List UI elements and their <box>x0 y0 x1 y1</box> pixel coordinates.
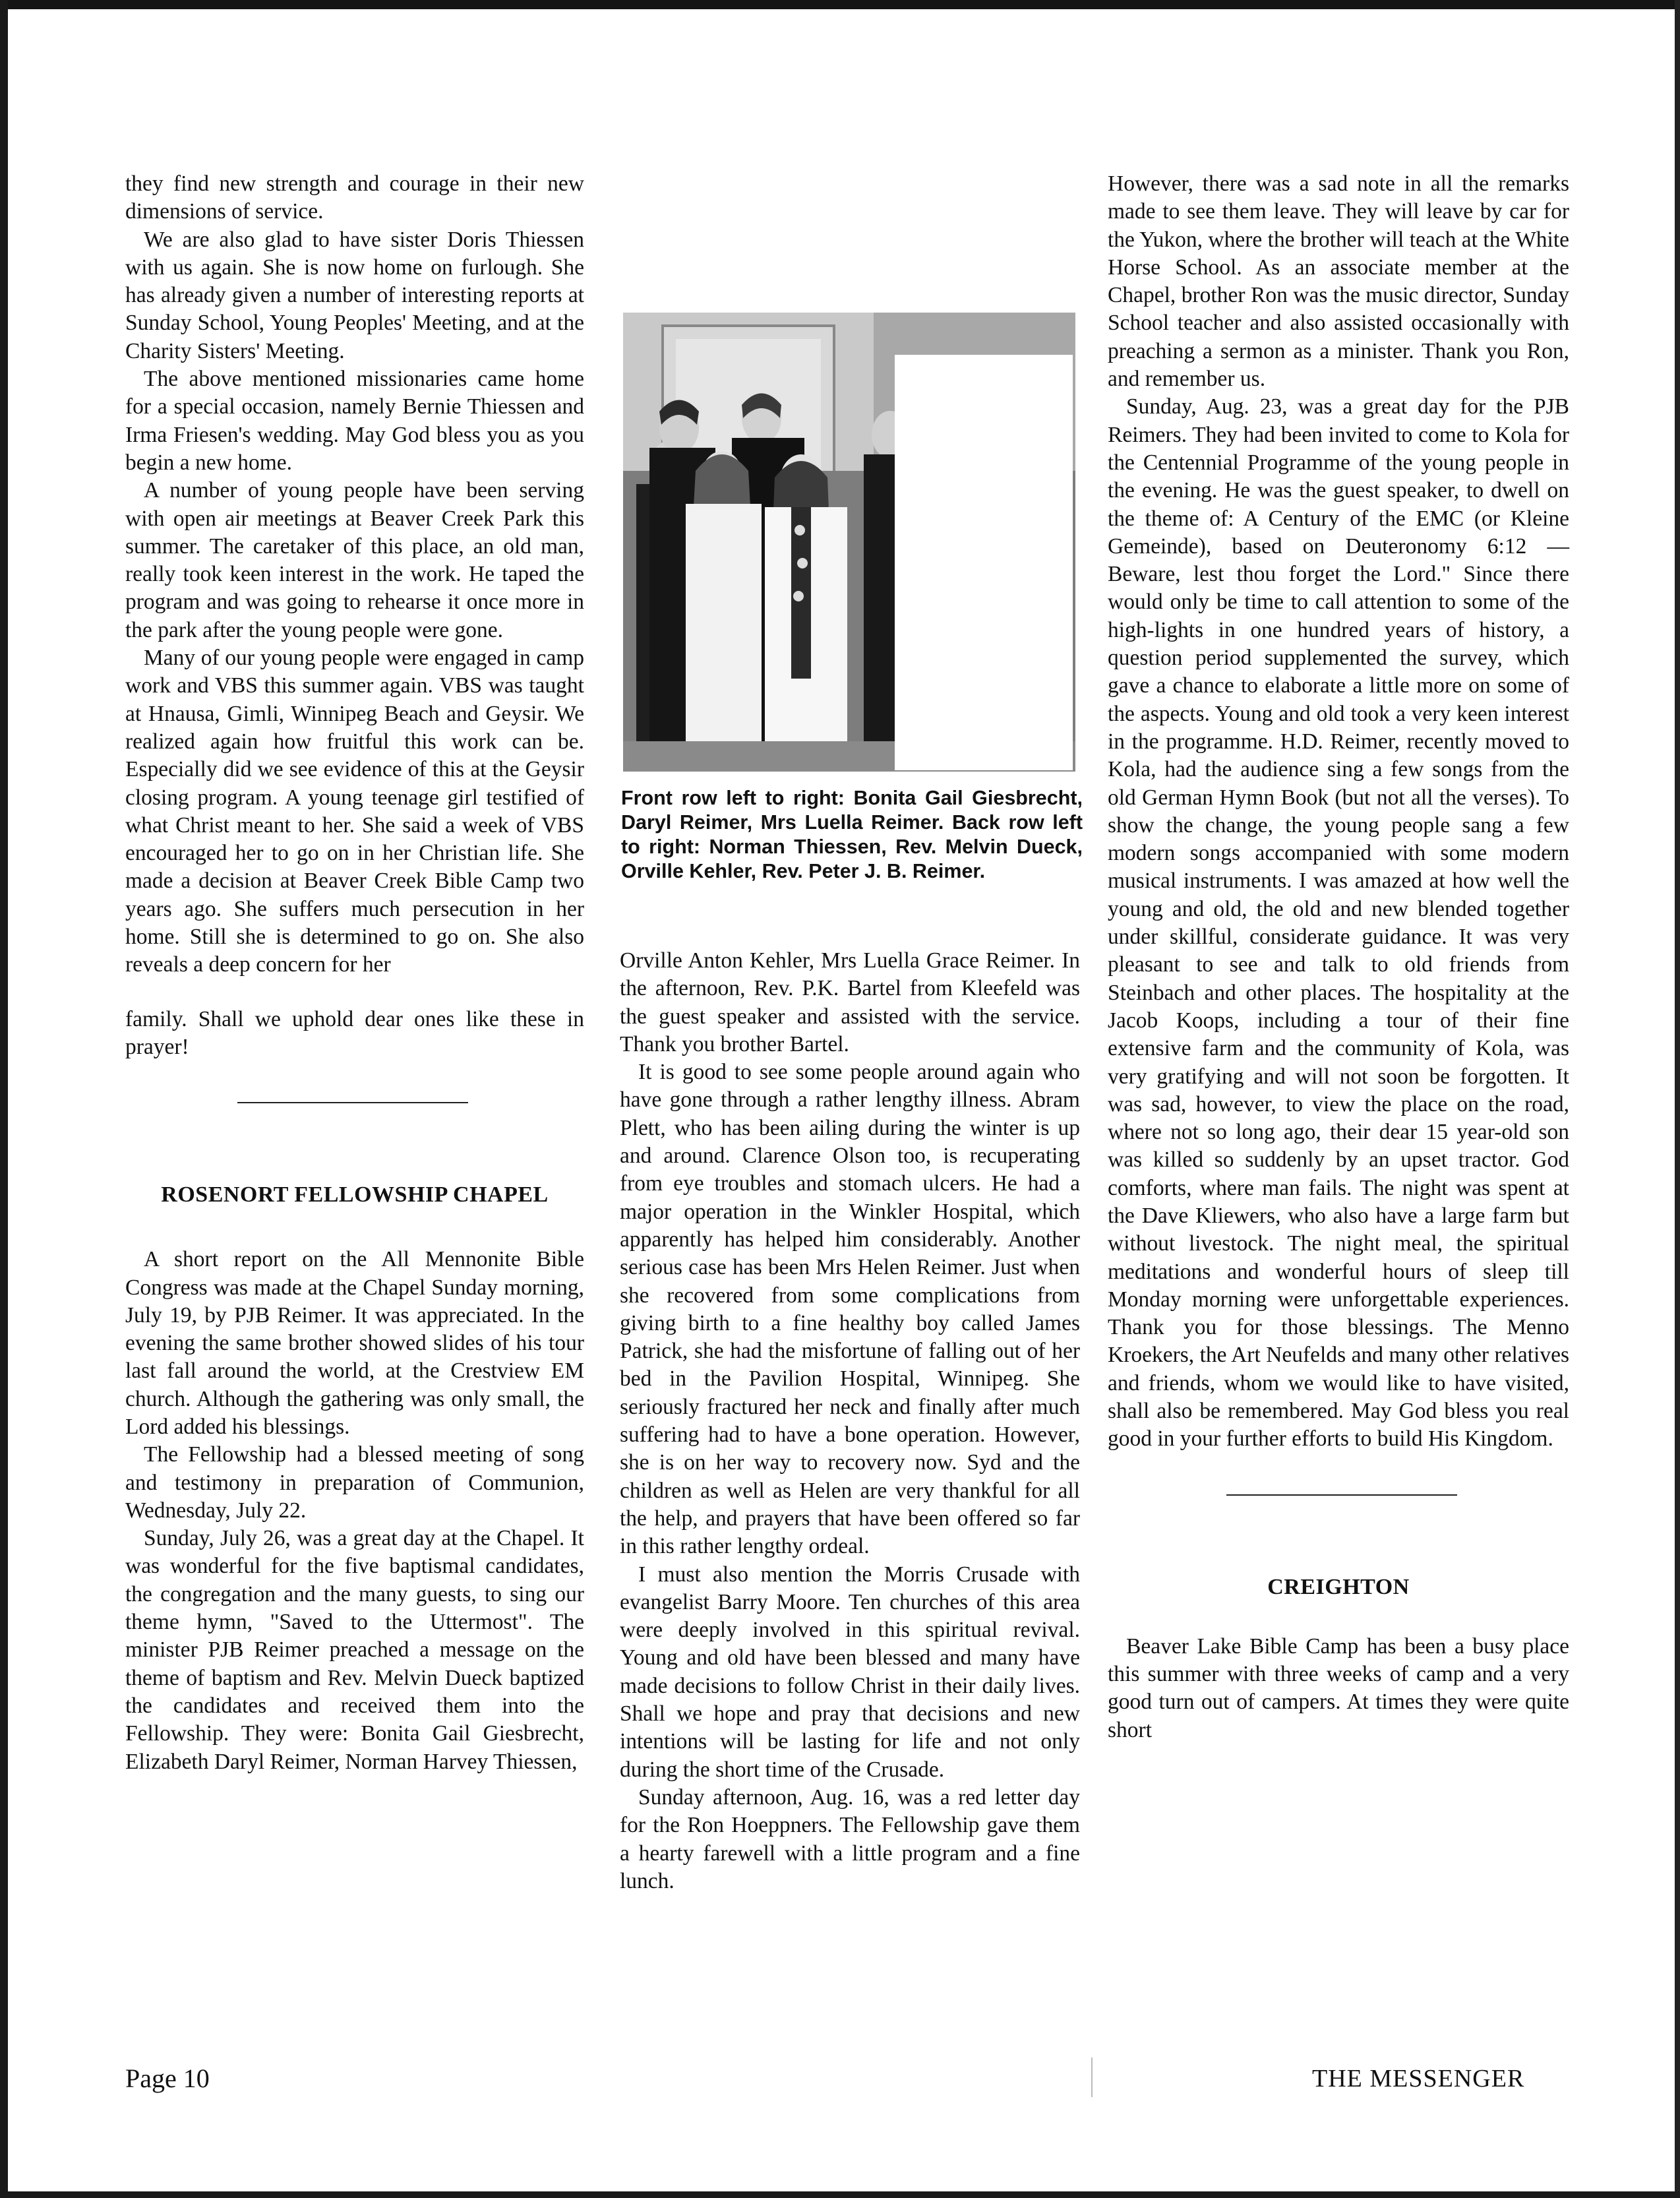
scan-mark <box>1091 2058 1093 2097</box>
paragraph: We are also glad to have sister Doris Thiessen with us again. She is now home on furlough. She has already given a number of interesting reports at Sunday School, Young Peoples' Meeting, and at the Charity Sisters' Meeting. <box>125 227 584 363</box>
scan-border-left <box>0 0 8 2198</box>
scan-border-top <box>0 0 1680 9</box>
column-right <box>1108 170 1569 1744</box>
paragraph: A number of young people have been serving with open air meetings at Beaver Creek Park this summer. The caretaker of this place, an old man, really took keen interest in the work. He taped the program and was going to rehearse it once more in the park after the young people were gone. <box>125 478 584 642</box>
publication-name: THE MESSENGER <box>1312 2065 1525 2092</box>
section-heading-rosenort: ROSENORT FELLOWSHIP CHAPEL <box>161 1182 549 1207</box>
paragraph: they find new strength and courage in their new dimensions of service. <box>125 171 584 224</box>
photo-caption: Front row left to right: Bonita Gail Giesbrecht, Daryl Reimer, Mrs Luella Reimer. Back row left to right: Norman Thiessen, Rev. Melvin Dueck, Orville Kehler, Rev. Peter J. B. Reimer. <box>621 787 1083 882</box>
paragraph: However, there was a sad note in all the remarks made to see them leave. They will leave by car for the Yukon, where the brother will teach at the White Horse School. As an associate member at the Chapel, brother Ron was the music director, Sunday School teacher and also assisted occasionally with preaching a sermon as a minister. Thank you Ron, and remember us. <box>1108 171 1569 392</box>
redacted-region <box>895 355 1073 770</box>
page-number: Page 10 <box>125 2063 210 2093</box>
paragraph: Sunday, Aug. 23, was a great day for the PJB Reimers. They had been invited to come to Kola for the Centennial Programme of the young people in the evening. He was the guest speaker, to dwell on the theme of: A Century of the EMC (or Kleine Gemeinde), based on Deuteronomy 6:12 — Beware, lest thou forget the Lord." Since there would only be time to call attention to some of the high-lights in one hundred years of history, a question period supplemented the survey, which gave a chance to elaborate a little more on some of the aspects. Young and old took a very keen interest in the programme. H.D. Reimer, recently moved to Kola, had the audience sing a few songs from the old German Hymn Book (but not all the verses). To show the change, the young people sang a few modern songs accompanied with some modern musical instruments. I was amazed at how well the young and old, the old and new blended together under skillful, considerate guidance. It was very pleasant to see and talk to old friends from Steinbach and other places. The hospitality at the Jacob Koops, including a tour of their fine extensive farm and the community of Kola, was very gratifying and will not soon be forgotten. It was sad, however, to view the place on the road, where not so long ago, their dear 15 year-old son was killed so suddenly by an upset tractor. God comforts, where man fails. The night was spent at the Dave Kliewers, who also have a large farm but without livestock. The night meal, the spiritual meditations and wonderful hours of sleep till Monday morning were unforgettable experiences. Thank you for those blessings. The Menno Kroekers, the Art Neufelds and many other relatives and friends, whom we would like to have visited, shall also be remembered. May God bless you real good in your further efforts to build His Kingdom. <box>1108 394 1569 1451</box>
paragraph: Beaver Lake Bible Camp has been a busy place this summer with three weeks of camp and a very good turn out of campers. At times they were quite short <box>1108 1633 1569 1742</box>
paragraph: I must also mention the Morris Crusade with evangelist Barry Moore. Ten churches of this area were deeply involved in this spiritual revival. Young and old have been blessed and many have made decisions to follow Christ in their daily lives. Shall we hope and pray that decisions and new intentions will be lasting for life and not only during the short time of the Crusade. <box>620 1562 1080 1782</box>
section-heading-creighton: CREIGHTON <box>1267 1574 1410 1599</box>
section-divider <box>1226 1494 1457 1496</box>
paragraph: A short report on the All Mennonite Bible Congress was made at the Chapel Sunday morning, July 19, by PJB Reimer. It was appreciated. In the evening the same brother showed slides of his tour last fall around the world, at the Crestview EM church. Although the gathering was only small, the Lord added his blessings. <box>125 1247 584 1439</box>
column-middle <box>620 947 1080 1895</box>
paragraph: Many of our young people were engaged in camp work and VBS this summer again. VBS was taught at Hnausa, Gimli, Winnipeg Beach and Geysir. We realized again how fruitful this work can be. Especially did we see evidence of this at the Geysir closing program. A young teenage girl testified of what Christ meant to her. She said a week of VBS encouraged her to go on in her Christian life. She made a decision at Beaver Creek Bible Camp two years ago. She suffers much persecution in her home. Still she is determined to go on. She also reveals a deep concern for her <box>125 646 584 977</box>
paragraph: The Fellowship had a blessed meeting of song and testimony in preparation of Communion, Wednesday, July 22. <box>125 1442 584 1523</box>
section-divider <box>237 1102 468 1103</box>
paragraph: Sunday, July 26, was a great day at the Chapel. It was wonderful for the five baptismal candidates, the congregation and the many guests, to sing our theme hymn, "Saved to the Uttermost". The minister PJB Reimer preached a message on the theme of baptism and Rev. Melvin Dueck baptized the candidates and received them into the Fellowship. They were: Bonita Gail Giesbrecht, Elizabeth Daryl Reimer, Norman Harvey Thiessen, <box>125 1526 584 1774</box>
paragraph: Sunday afternoon, Aug. 16, was a red letter day for the Ron Hoeppners. The Fellowship gave them a hearty farewell with a little program and a fine lunch. <box>620 1785 1080 1893</box>
paragraph: The above mentioned missionaries came home for a special occasion, namely Bernie Thiessen and Irma Friesen's wedding. May God bless you as you begin a new home. <box>125 367 584 475</box>
scan-border-bottom <box>0 2191 1680 2198</box>
paragraph: family. Shall we uphold dear ones like these in prayer! <box>125 1006 584 1059</box>
scan-border-right <box>1675 0 1680 2198</box>
paragraph: It is good to see some people around again who have gone through a rather lengthy illness. Abram Plett, who has been ailing during the winter is up and around. Clarence Olson too, is recuperating from eye troubles and stomach ulcers. He had a major operation in the Winkler Hospital, which apparently has helped him considerably. Another serious case has been Mrs Helen Reimer. Just when she recovered from some complications from giving birth to a fine healthy boy called James Patrick, she had the misfortune of falling out of her bed in the Pavilion Hospital, Winnipeg. She seriously fractured her neck and finally after much suffering had to have a bone operation. However, she is on her way to recovery now. Syd and the children as well as Helen are very thankful for all the help, and prayers that have been offered so far in this rather lengthy ordeal. <box>620 1060 1080 1559</box>
paragraph: Orville Anton Kehler, Mrs Luella Grace Reimer. In the afternoon, Rev. P.K. Bartel from Kleefeld was the guest speaker and assisted with the service. Thank you brother Bartel. <box>620 948 1080 1056</box>
column-left <box>125 170 584 1776</box>
